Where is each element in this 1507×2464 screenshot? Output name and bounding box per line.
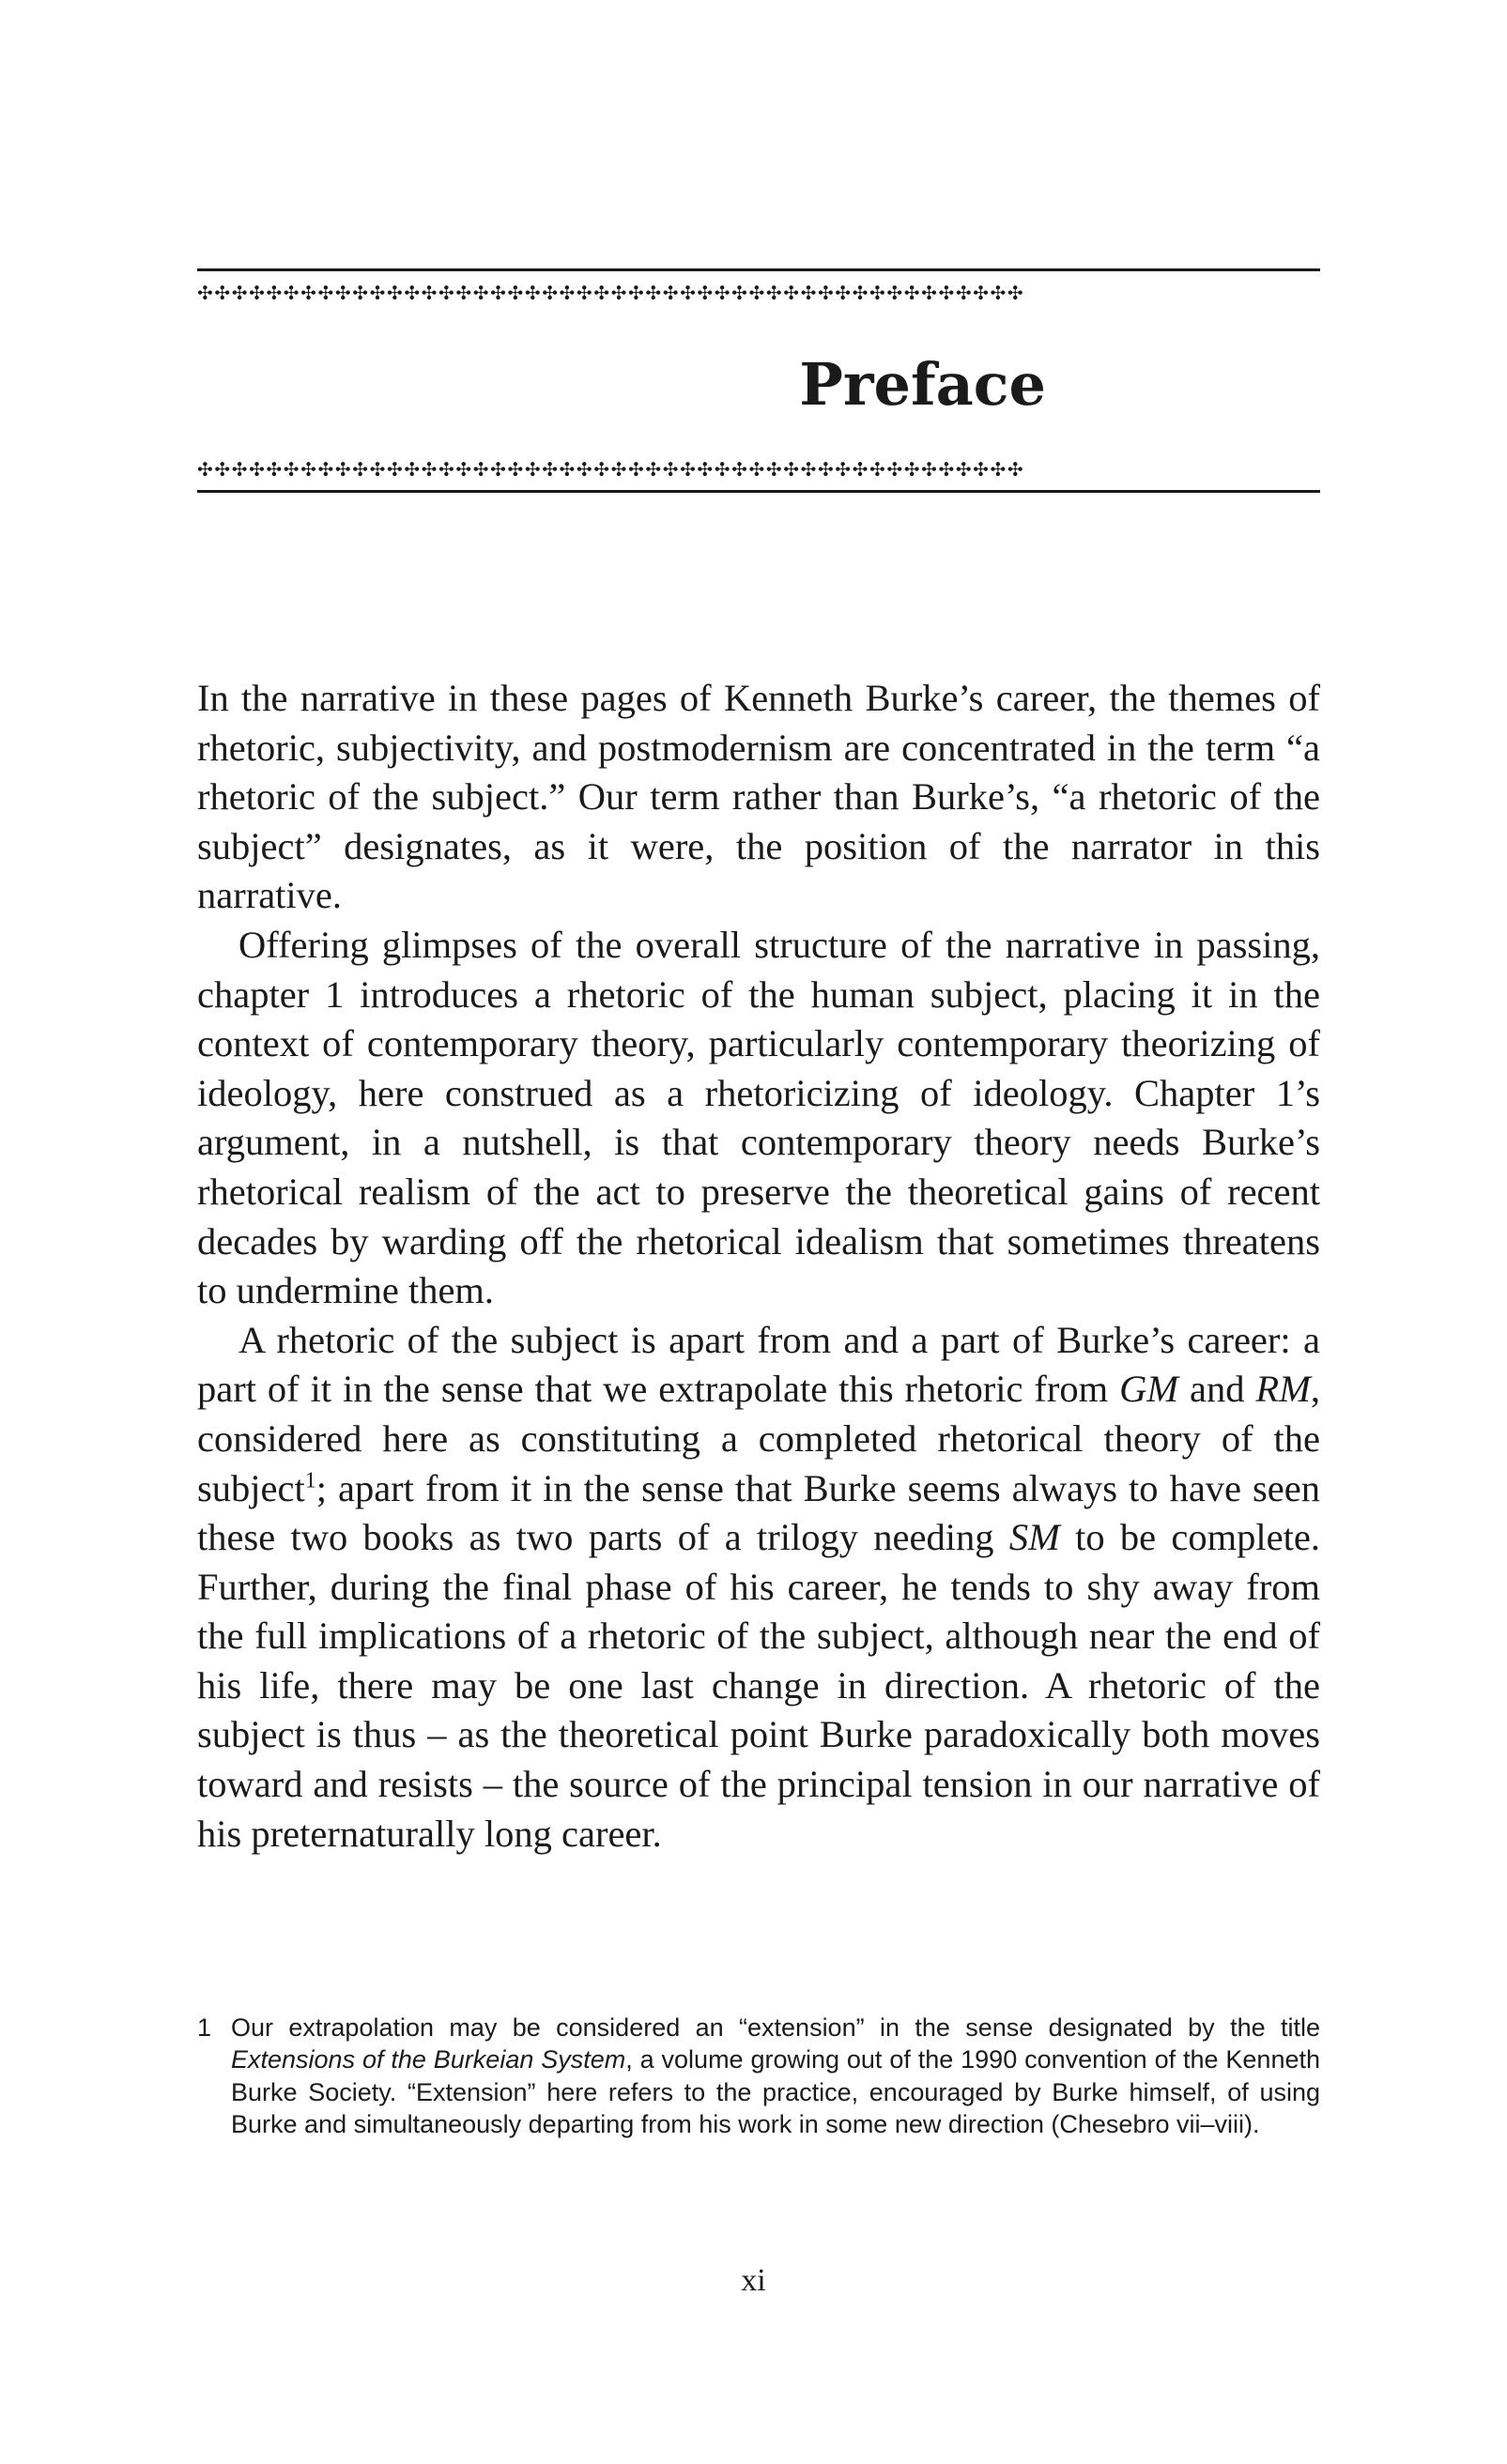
ornament-glyph: ✣: [800, 460, 818, 479]
paragraph-3-text-d: ; apart from it in the sense that Burke seems always to have seen these two books as two parts of a trilogy needing: [197, 1466, 1320, 1559]
header-rule-bottom: [197, 490, 1320, 493]
ornament-glyph: ✣: [404, 460, 422, 479]
ornament-glyph: ✣: [748, 283, 766, 302]
ornament-glyph: ✣: [697, 283, 715, 302]
ornament-glyph: ✣: [869, 460, 887, 479]
footnote-1: [197, 2012, 1320, 2140]
ornament-glyph: ✣: [369, 283, 387, 302]
ornament-glyph: ✣: [317, 460, 335, 479]
ornament-glyph: ✣: [990, 283, 1007, 302]
ornament-glyph: ✣: [783, 460, 801, 479]
header-rule-top: [197, 268, 1320, 271]
ornament-glyph: ✣: [369, 460, 387, 479]
ornament-glyph: ✣: [472, 283, 491, 302]
page-title: Preface: [799, 350, 1046, 419]
ornament-glyph: ✣: [1007, 283, 1025, 302]
ornament-glyph: ✣: [610, 283, 628, 302]
ornament-glyph: ✣: [731, 283, 749, 302]
ornament-glyph: ✣: [542, 460, 560, 479]
ornament-glyph: ✣: [576, 283, 594, 302]
ornament-glyph: ✣: [300, 283, 318, 302]
ornament-glyph: ✣: [266, 283, 284, 302]
ornament-glyph: ✣: [627, 283, 646, 302]
ornament-glyph: ✣: [386, 460, 405, 479]
ornament-glyph: ✣: [662, 283, 681, 302]
ornament-glyph: ✣: [507, 283, 525, 302]
ornament-glyph: ✣: [955, 283, 974, 302]
ornament-glyph: ✣: [507, 460, 525, 479]
ornament-glyph: ✣: [800, 283, 818, 302]
ornament-glyph: ✣: [472, 460, 491, 479]
footnote-text-b: , a volume growing out of the 1990 convention of the Kenneth Burke Society. “Extension” here refers to the practice, encouraged by Burke himself, of using Burke and simultaneously departing from his work in some new direction (Chesebro vii–viii).: [231, 2045, 1320, 2138]
ornament-glyph: ✣: [524, 460, 543, 479]
ornament-glyph: ✣: [886, 460, 904, 479]
paragraph-3-text-a: A rhetoric of the subject is apart from and a part of Burke’s career: a part of it in the sense that we extrapolate this rhetoric from: [197, 1318, 1320, 1411]
ornament-glyph: ✣: [852, 283, 870, 302]
ornament-glyph: ✣: [576, 460, 594, 479]
ornament-glyph: ✣: [283, 283, 301, 302]
paragraph-3-text-e: to be complete. Further, during the final phase of his career, he tends to shy away from the full implications of a rhetoric of the subject, although near the end of his life, there may be one last change in direction. A rhetoric of the subject is thus – as the theoretical point Burke paradoxically both moves toward and resists – the source of the principal tension in our narrative of his preternaturally long career.: [197, 1516, 1320, 1855]
ornament-glyph: ✣: [490, 283, 508, 302]
ornament-glyph: ✣: [231, 283, 250, 302]
ornament-glyph: ✣: [731, 460, 749, 479]
page-number: xi: [741, 2263, 766, 2298]
ornament-glyph: ✣: [973, 283, 991, 302]
ornament-glyph: ✣: [645, 283, 663, 302]
footnote-number: 1: [197, 2013, 212, 2042]
ornament-glyph: ✣: [938, 460, 956, 479]
ornament-glyph: ✣: [334, 460, 353, 479]
ornament-glyph: ✣: [249, 460, 267, 479]
ornament-glyph: ✣: [421, 460, 439, 479]
ornament-band-top: [197, 283, 1320, 302]
ornament-glyph: ✣: [455, 283, 473, 302]
ornament-glyph: ✣: [214, 460, 232, 479]
ornament-glyph: ✣: [869, 283, 887, 302]
ornament-glyph: ✣: [973, 460, 991, 479]
footnote-reference[interactable]: 1: [304, 1468, 316, 1492]
ornament-glyph: ✣: [938, 283, 956, 302]
ornament-glyph: ✣: [490, 460, 508, 479]
ornament-glyph: ✣: [559, 460, 577, 479]
ornament-glyph: ✣: [903, 283, 922, 302]
ornament-glyph: ✣: [662, 460, 681, 479]
ornament-glyph: ✣: [765, 283, 784, 302]
ornament-glyph: ✣: [765, 460, 784, 479]
ornament-glyph: ✣: [559, 283, 577, 302]
paragraph-3: [197, 1316, 1320, 1859]
ornament-glyph: ✣: [714, 460, 732, 479]
ornament-glyph: ✣: [817, 283, 836, 302]
ornament-glyph: ✣: [593, 460, 611, 479]
body-text: [197, 674, 1320, 1859]
ornament-glyph: ✣: [438, 460, 456, 479]
ornament-glyph: ✣: [197, 460, 215, 479]
ornament-glyph: ✣: [352, 283, 370, 302]
ornament-glyph: ✣: [1007, 460, 1025, 479]
ornament-glyph: ✣: [817, 460, 836, 479]
ornament-glyph: ✣: [593, 283, 611, 302]
ornament-glyph: ✣: [886, 283, 904, 302]
footnote-cited-title: Extensions of the Burkeian System: [231, 2045, 626, 2074]
ornament-glyph: ✣: [783, 283, 801, 302]
ornament-glyph: ✣: [990, 460, 1007, 479]
ornament-glyph: ✣: [438, 283, 456, 302]
ornament-glyph: ✣: [231, 460, 250, 479]
paragraph-1: In the narrative in these pages of Kenneth Burke’s career, the themes of rhetoric, subjectivity, and postmodernism are concentrated in the term “a rhetoric of the subject.” Our term rather than Burke’s, “a rhetoric of the subject” designates, as it were, the position of the narrator in this narrative.: [197, 677, 1320, 917]
ornament-glyph: ✣: [921, 460, 939, 479]
ornament-glyph: ✣: [421, 283, 439, 302]
ornament-glyph: ✣: [680, 460, 698, 479]
abbrev-gm: GM: [1119, 1368, 1179, 1411]
ornament-glyph: ✣: [542, 283, 560, 302]
ornament-glyph: ✣: [697, 460, 715, 479]
paragraph-2: Offering glimpses of the overall structure of the narrative in passing, chapter 1 introduces a rhetoric of the human subject, placing it in the context of contemporary theory, particularly contemporary theorizing of ideology, here construed as a rhetoricizing of ideology. Chapter 1’s argument, in a nutshell, is that contemporary theory needs Burke’s rhetorical realism of the act to preserve the theoretical gains of recent decades by warding off the rhetorical idealism that sometimes threatens to undermine them.: [197, 923, 1320, 1312]
ornament-glyph: ✣: [249, 283, 267, 302]
ornament-glyph: ✣: [266, 460, 284, 479]
ornament-glyph: ✣: [197, 283, 215, 302]
ornament-glyph: ✣: [921, 283, 939, 302]
ornament-glyph: ✣: [404, 283, 422, 302]
ornament-glyph: ✣: [317, 283, 335, 302]
ornament-glyph: ✣: [214, 283, 232, 302]
ornament-glyph: ✣: [334, 283, 353, 302]
ornament-band-bottom: [197, 460, 1320, 479]
footnote-text-a: Our extrapolation may be considered an “extension” in the sense designated by the title: [231, 2013, 1320, 2042]
ornament-glyph: ✣: [352, 460, 370, 479]
ornament-glyph: ✣: [645, 460, 663, 479]
ornament-glyph: ✣: [610, 460, 628, 479]
ornament-glyph: ✣: [283, 460, 301, 479]
ornament-glyph: ✣: [386, 283, 405, 302]
footnote-text: [231, 2012, 1320, 2140]
ornament-glyph: ✣: [903, 460, 922, 479]
ornament-glyph: ✣: [955, 460, 974, 479]
ornament-glyph: ✣: [748, 460, 766, 479]
abbrev-rm: RM: [1255, 1368, 1311, 1411]
ornament-glyph: ✣: [835, 283, 853, 302]
ornament-glyph: ✣: [455, 460, 473, 479]
ornament-glyph: ✣: [524, 283, 543, 302]
ornament-glyph: ✣: [680, 283, 698, 302]
ornament-glyph: ✣: [627, 460, 646, 479]
ornament-glyph: ✣: [852, 460, 870, 479]
paragraph-3-text-b: and: [1178, 1368, 1256, 1411]
paragraph-3-text-c: , considered here as constituting a completed rhetorical theory of the subject: [197, 1368, 1321, 1509]
ornament-glyph: ✣: [300, 460, 318, 479]
abbrev-sm: SM: [1008, 1516, 1060, 1559]
ornament-glyph: ✣: [714, 283, 732, 302]
ornament-glyph: ✣: [835, 460, 853, 479]
